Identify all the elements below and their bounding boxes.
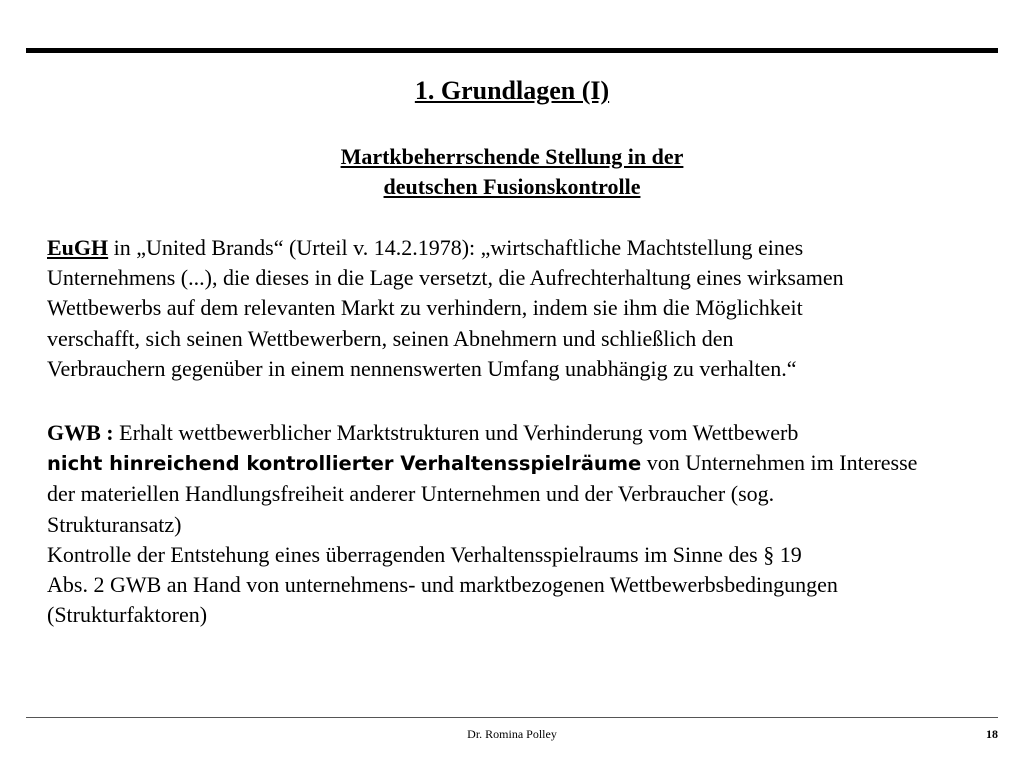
kontrolle-paragraph — [47, 540, 997, 631]
top-rule — [26, 48, 998, 53]
subtitle-line-1: Martkbeherrschende Stellung in der — [340, 144, 684, 169]
eugh-text-line-5: Verbrauchern gegenüber in einem nennenswerten Umfang unabhängig zu verhalten.“ — [47, 355, 797, 381]
gwb-text-line-4: Strukturansatz) — [47, 511, 182, 537]
gwb-text-line-3: der materiellen Handlungsfreiheit anderer Unternehmen und der Verbraucher (sog. — [47, 481, 775, 507]
eugh-label: EuGH — [47, 235, 109, 260]
kontrolle-line-1: Kontrolle der Entstehung eines überragenden Verhaltensspielraums im Sinne des § 19 — [47, 542, 802, 567]
kontrolle-line-2: Abs. 2 GWB an Hand von unternehmens- und marktbezogenen Wettbewerbsbedingungen — [47, 572, 838, 598]
bottom-rule — [26, 717, 998, 718]
slide-title: 1. Grundlagen (I) — [414, 76, 610, 105]
eugh-text-line-1: in „United Brands“ (Urteil v. 14.2.1978): „wirtschaftliche Machtstellung eines — [108, 235, 804, 260]
footer-author: Dr. Romina Polley — [467, 727, 557, 741]
gwb-label: GWB : — [47, 420, 114, 445]
gwb-paragraph — [47, 418, 997, 540]
page-number: 18 — [986, 727, 998, 741]
eugh-text-line-3: Wettbewerbs auf dem relevanten Markt zu verhindern, indem sie ihm die Möglichkeit — [47, 295, 803, 321]
gwb-text-line-1: Erhalt wettbewerblicher Marktstrukturen und Verhinderung vom Wettbewerb — [113, 420, 799, 445]
gwb-emphasis: nicht hinreichend kontrollierter Verhaltensspielräume — [47, 452, 642, 476]
eugh-paragraph — [47, 233, 997, 384]
gwb-text-line-2-rest: von Unternehmen im Interesse — [641, 450, 918, 476]
slide-subtitle — [0, 142, 1024, 202]
eugh-text-line-2: Unternehmens (...), die dieses in die Lage versetzt, die Aufrechterhaltung eines wirksamen — [47, 265, 844, 291]
kontrolle-line-3: (Strukturfaktoren) — [47, 602, 208, 628]
eugh-text-line-4: verschafft, sich seinen Wettbewerbern, seinen Abnehmern und schließlich den — [47, 325, 734, 351]
subtitle-line-2: deutschen Fusionskontrolle — [383, 174, 641, 199]
